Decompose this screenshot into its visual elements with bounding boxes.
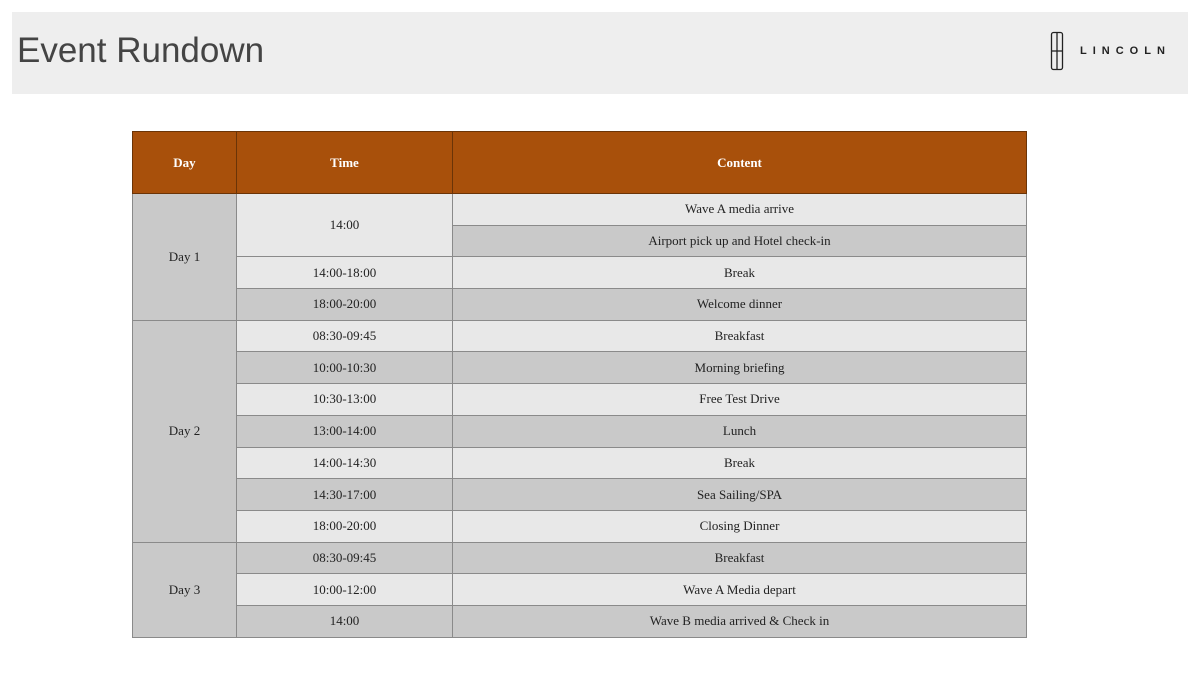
lincoln-logo [1050,31,1175,71]
content-cell: Breakfast [453,320,1027,352]
time-cell: 13:00-14:00 [237,415,453,447]
table-row [133,542,1027,574]
table-header-row [133,132,1027,194]
table-row [133,510,1027,542]
day-cell: Day 3 [133,542,237,637]
table-row [133,415,1027,447]
time-cell: 14:30-17:00 [237,479,453,511]
column-header-day: Day [133,132,237,194]
logo-wordmark: LINCOLN [1080,45,1171,57]
column-header-content: Content [453,132,1027,194]
content-cell: Closing Dinner [453,510,1027,542]
table-row [133,447,1027,479]
page-title: Event Rundown [17,31,265,70]
table-row [133,194,1027,226]
lincoln-star-icon [1050,31,1064,71]
time-cell: 14:00 [237,194,453,257]
content-cell: Free Test Drive [453,384,1027,416]
content-cell: Break [453,447,1027,479]
time-cell: 18:00-20:00 [237,510,453,542]
content-cell: Wave A media arrive [453,194,1027,226]
table-row [133,352,1027,384]
day-cell: Day 2 [133,320,237,542]
content-cell: Welcome dinner [453,289,1027,321]
time-cell: 18:00-20:00 [237,289,453,321]
time-cell: 10:00-12:00 [237,574,453,606]
content-cell: Morning briefing [453,352,1027,384]
table-row [133,257,1027,289]
time-cell: 08:30-09:45 [237,320,453,352]
time-cell: 14:00 [237,605,453,637]
table-row [133,479,1027,511]
content-cell: Sea Sailing/SPA [453,479,1027,511]
table-row [133,320,1027,352]
time-cell: 14:00-18:00 [237,257,453,289]
table-row [133,605,1027,637]
table-row [133,289,1027,321]
content-cell: Lunch [453,415,1027,447]
time-cell: 10:00-10:30 [237,352,453,384]
content-cell: Break [453,257,1027,289]
column-header-time: Time [237,132,453,194]
table-row [133,384,1027,416]
time-cell: 08:30-09:45 [237,542,453,574]
table-row [133,574,1027,606]
time-cell: 14:00-14:30 [237,447,453,479]
event-rundown-table [132,131,1027,638]
day-cell: Day 1 [133,194,237,321]
content-cell: Wave A Media depart [453,574,1027,606]
content-cell: Breakfast [453,542,1027,574]
content-cell: Airport pick up and Hotel check-in [453,225,1027,257]
content-cell: Wave B media arrived & Check in [453,605,1027,637]
time-cell: 10:30-13:00 [237,384,453,416]
